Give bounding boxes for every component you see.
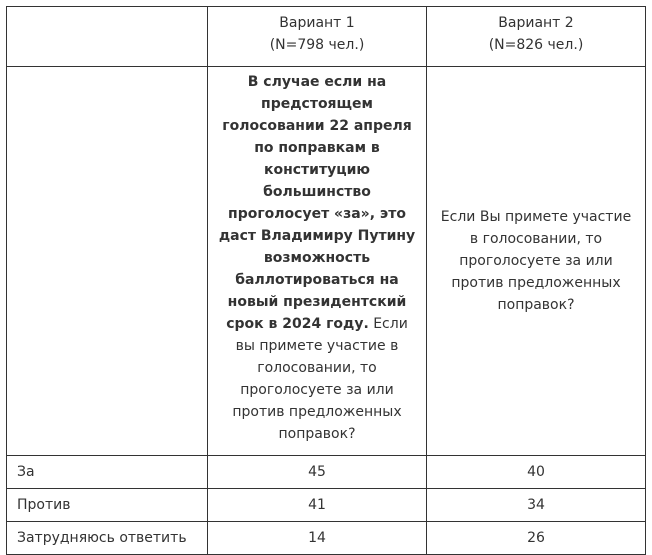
variant-1-question-rest: Если вы примете участие в голосовании, то проголосуете за или против предложенных поправок? [232,316,408,442]
empty-header-cell [7,7,208,67]
variant-1-sample: (N=798 чел.) [269,37,365,53]
table-row-for [7,456,646,489]
row-label: За [7,456,208,489]
variant-2-value: 40 [427,456,646,489]
poll-table [6,6,646,555]
variant-1-value: 45 [208,456,427,489]
row-label: Против [7,489,208,522]
variant-1-value: 41 [208,489,427,522]
variant-2-question: Если Вы примете участие в голосовании, то проголосуете за или против предложенных поправок? [427,67,646,456]
variant-1-question [208,67,427,456]
variant-2-value: 34 [427,489,646,522]
variant-2-sample: (N=826 чел.) [488,37,584,53]
header-row [7,7,646,67]
table-row-against [7,489,646,522]
empty-question-label-cell [7,67,208,456]
variant-2-header [427,7,646,67]
variant-2-title: Вариант 2 [498,15,574,31]
table-row-undecided [7,522,646,555]
variant-1-title: Вариант 1 [279,15,355,31]
variant-1-question-bold: В случае если на предстоящем голосовании 22 апреля по поправкам в конституцию большинство проголосует «за», это даст Владимиру Путину возможность баллотироваться на новый президентский срок в 2024 году. [218,74,416,332]
variant-1-header [208,7,427,67]
row-label: Затрудняюсь ответить [7,522,208,555]
question-row [7,67,646,456]
variant-2-value: 26 [427,522,646,555]
variant-1-value: 14 [208,522,427,555]
